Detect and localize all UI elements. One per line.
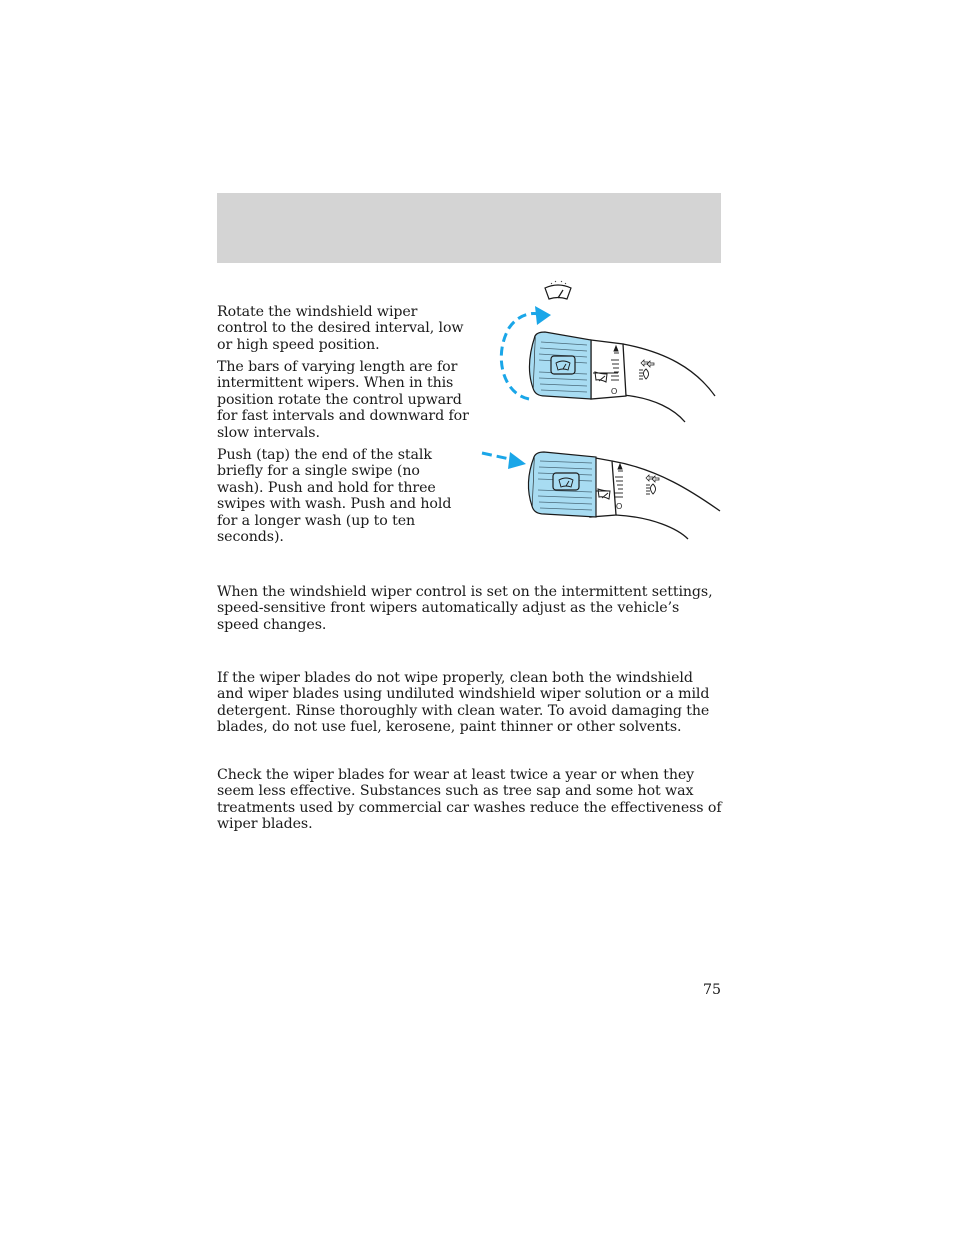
headlamp-icon [639,360,654,379]
push-arrow [482,452,526,469]
inspection-paragraph: Check the wiper blades for wear at least twice a year or when they seem less effective. Substances such as tree sap and some hot wax treatments used by commercial car washes reduce the effectiveness of wiper blades. [217,767,722,833]
wiper-stalk-rotate-illustration [495,278,725,428]
speed-sensitive-paragraph: When the windshield wiper control is set on the intermittent settings, speed-sensitive front wipers automatically adjust as the vehicle’s speed changes. [217,584,713,633]
wiper-control-knob [529,332,591,399]
section-header-bar [217,193,721,263]
interval-bars [615,464,623,497]
windshield-washer-icon [545,281,571,299]
rotate-instruction: Rotate the windshield wiper control to the desired interval, low or high speed position. [217,304,464,353]
wiper-control-knob [528,452,596,517]
headlamp-icon [646,475,659,494]
stalk-body [591,340,715,422]
page-number: 75 [702,982,721,998]
intermittent-instruction: The bars of varying length are for intermittent wipers. When in this position rotate the control upward for fast intervals and downward for slow intervals. [217,359,469,441]
cleaning-paragraph: If the wiper blades do not wipe properly, clean both the windshield and wiper blades using undiluted windshield wiper solution or a mild detergent. Rinse thoroughly with clean water. To avoid damaging the blades, do not use fuel, kerosene, paint thinner or other solvents. [217,670,710,736]
push-instruction: Push (tap) the end of the stalk briefly for a single swipe (no wash). Push and hold for three swipes with wash. Push and hold for a longer wash (up to ten seconds). [217,447,452,546]
wiper-stalk-push-illustration [478,447,723,547]
ring-off-label: O [611,387,618,396]
ring-off-label: O [616,502,623,511]
